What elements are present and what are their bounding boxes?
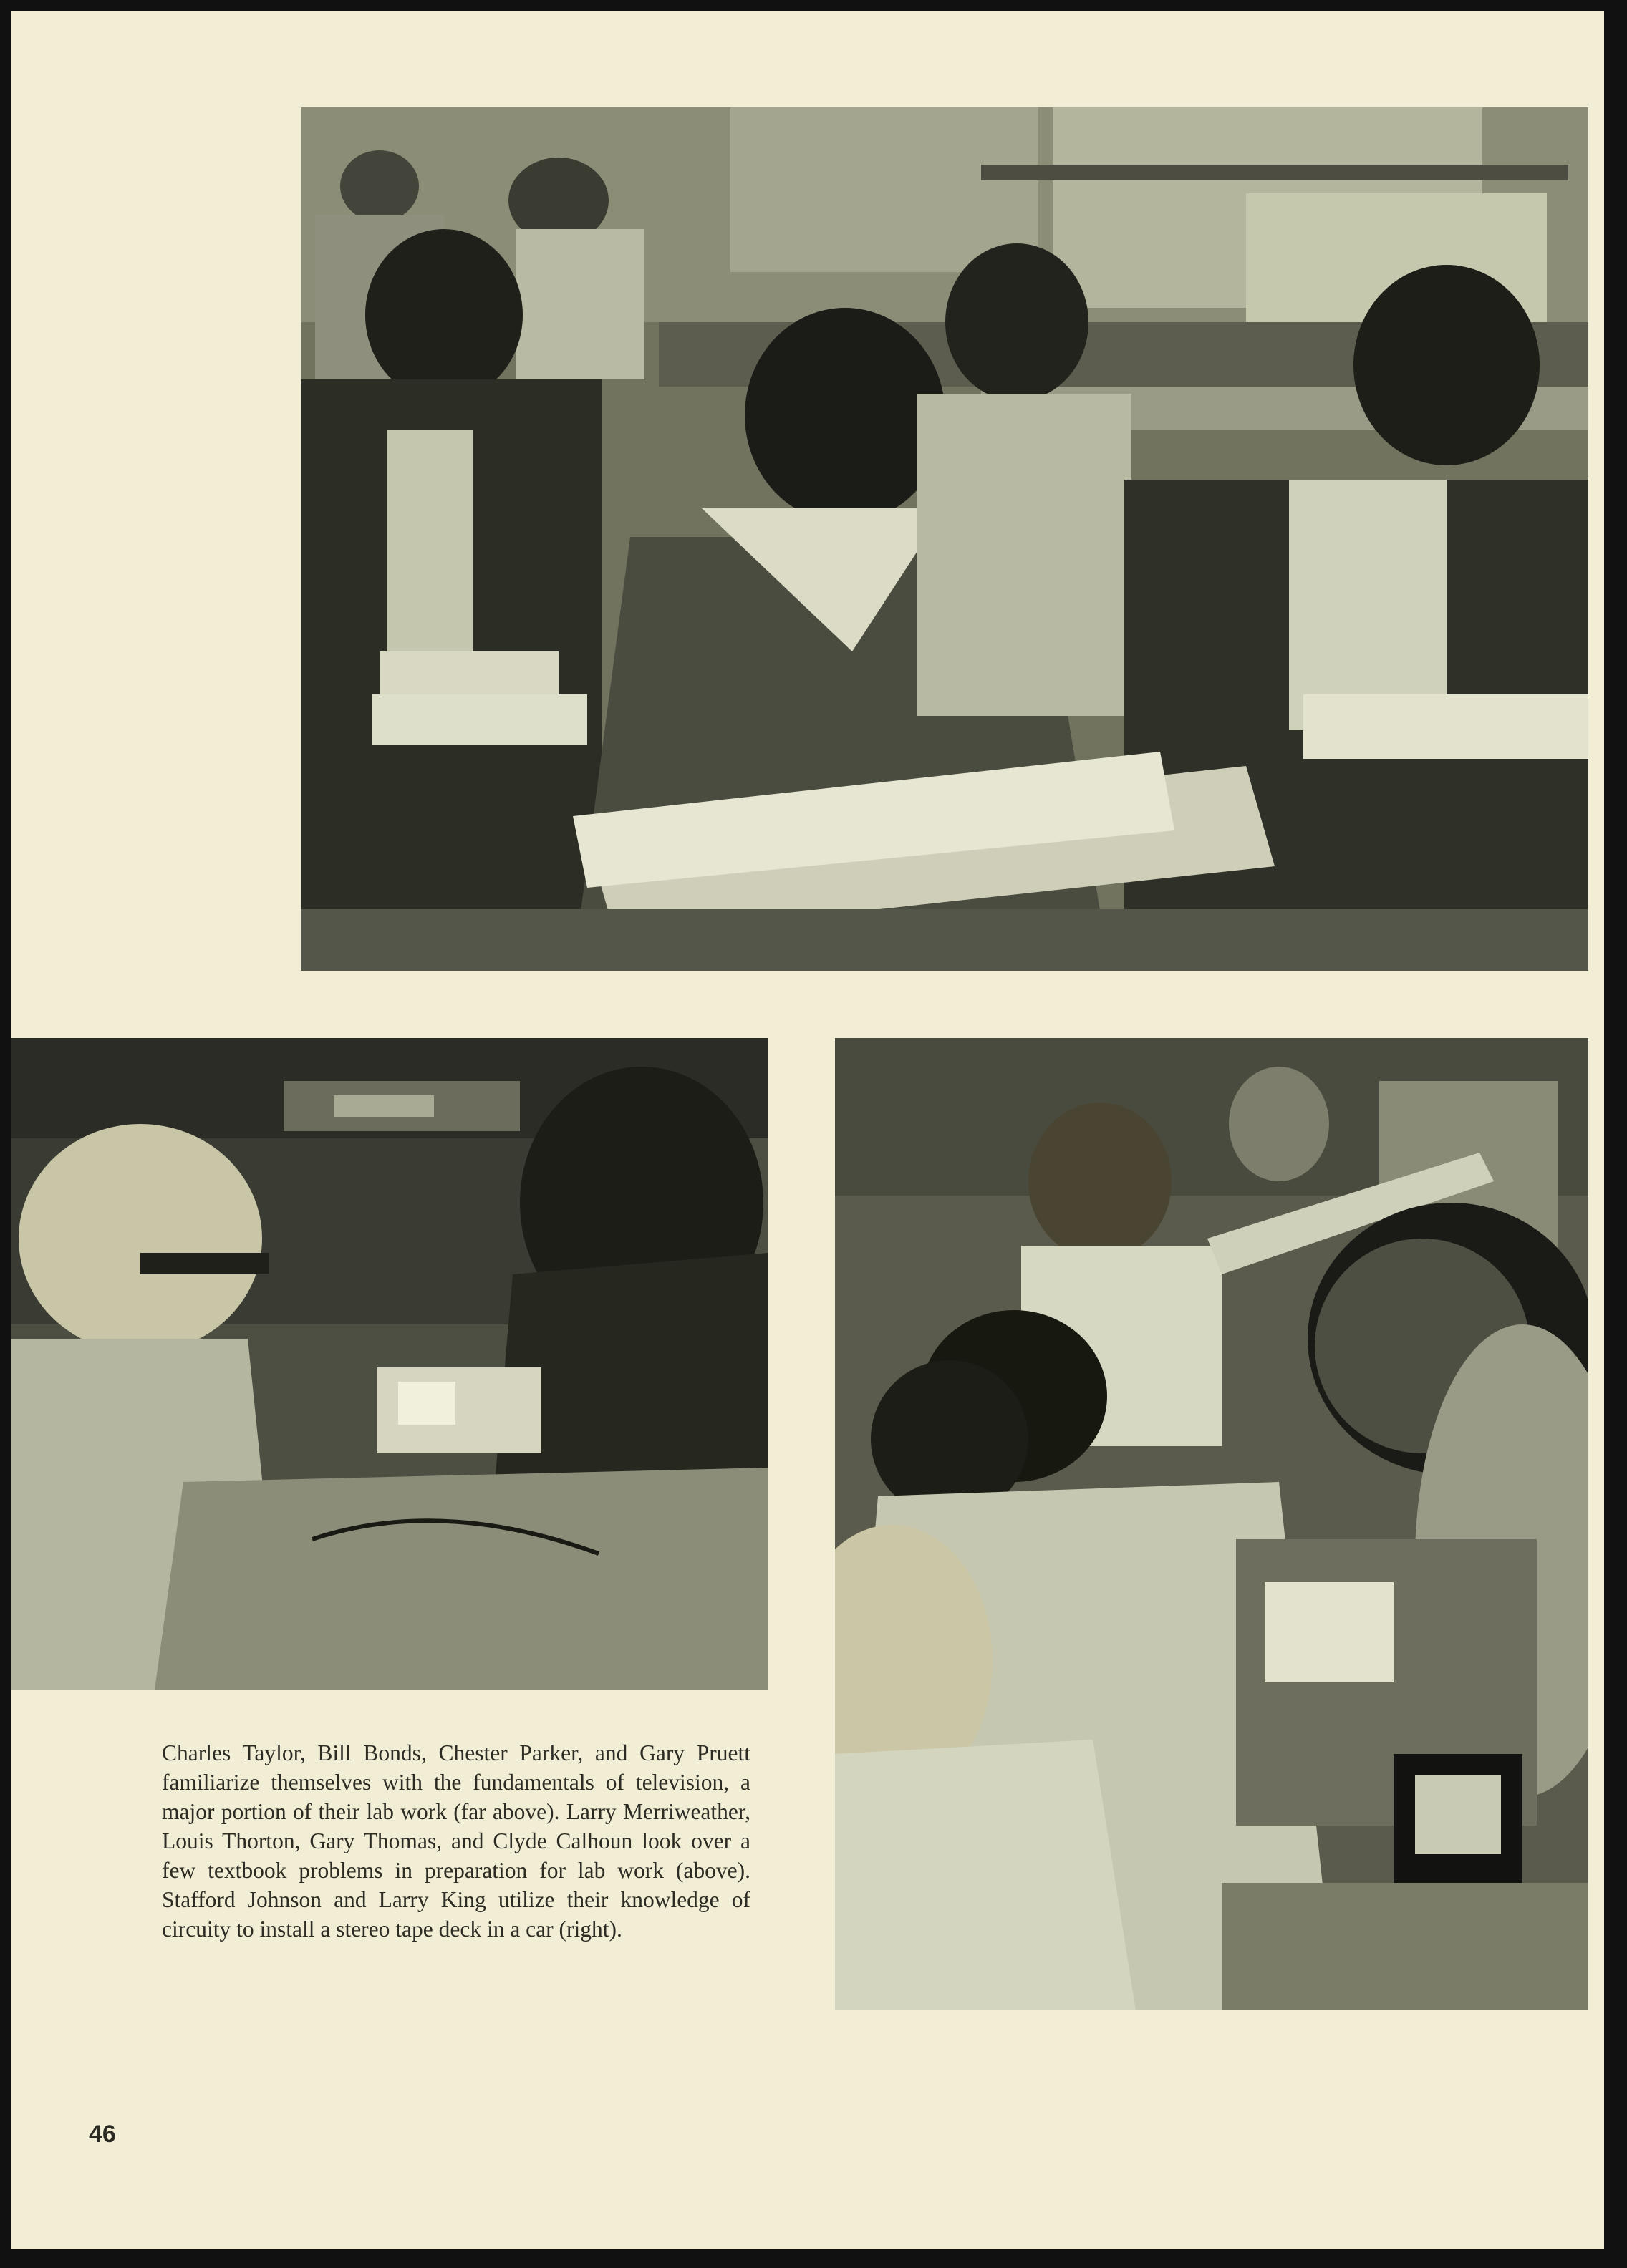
photo-television-lab-image (835, 1038, 1588, 2010)
photo-television-lab (835, 1038, 1588, 2010)
photo-students-reading (301, 107, 1588, 971)
page-number: 46 (89, 2121, 116, 2148)
yearbook-page (11, 11, 1604, 2249)
photo-caption: Charles Taylor, Bill Bonds, Chester Parker, and Gary Pruett familiarize themselves with the fundamentals of television, a major portion of their lab work (far above). Larry Merriweather, Louis Thorton, Gary Thomas, and Clyde Calhoun look over a few textbook problems in preparation for lab work (above). Stafford Johnson and Larry King utilize their knowledge of circuity to install a stereo tape deck in a car (right). (162, 1740, 750, 1942)
photo-car-tape-deck-image (11, 1038, 768, 1690)
photo-students-reading-image (301, 107, 1588, 971)
photo-car-tape-deck (11, 1038, 768, 1690)
